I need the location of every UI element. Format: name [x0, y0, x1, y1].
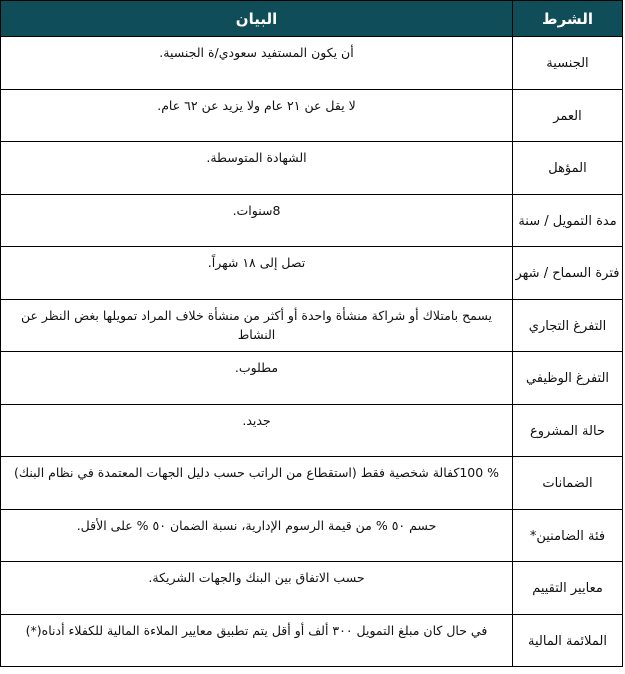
- statement-cell: حسم ٥٠ % من قيمة الرسوم الإدارية، نسبة الضمان ٥٠ % على الأقل.: [1, 509, 513, 562]
- table-row: [1, 299, 623, 352]
- statement-cell: أن يكون المستفيد سعودي/ة الجنسية.: [1, 37, 513, 90]
- condition-cell: التفرغ التجاري: [513, 299, 623, 352]
- statement-cell: مطلوب.: [1, 352, 513, 405]
- condition-cell: المؤهل: [513, 142, 623, 195]
- table-row: [1, 509, 623, 562]
- statement-cell: جديد.: [1, 404, 513, 457]
- header-statement: البيان: [1, 1, 513, 37]
- table-row: [1, 142, 623, 195]
- table-row: [1, 352, 623, 405]
- table-row: [1, 89, 623, 142]
- condition-cell: فئة الضامنين*: [513, 509, 623, 562]
- table-row: [1, 562, 623, 615]
- condition-cell: الملائمة المالية: [513, 614, 623, 667]
- condition-cell: العمر: [513, 89, 623, 142]
- table-row: [1, 457, 623, 510]
- condition-cell: معايير التقييم: [513, 562, 623, 615]
- statement-cell: في حال كان مبلغ التمويل ٣٠٠ ألف أو أقل يتم تطبيق معايير الملاءة المالية للكفلاء أدناه(*): [1, 614, 513, 667]
- statement-cell: الشهادة المتوسطة.: [1, 142, 513, 195]
- condition-cell: حالة المشروع: [513, 404, 623, 457]
- condition-cell: الضمانات: [513, 457, 623, 510]
- condition-cell: الجنسية: [513, 37, 623, 90]
- condition-cell: التفرغ الوظيفي: [513, 352, 623, 405]
- condition-cell: فترة السماح / شهر: [513, 247, 623, 300]
- header-condition: الشرط: [513, 1, 623, 37]
- table-row: [1, 247, 623, 300]
- table-row: [1, 194, 623, 247]
- statement-cell: تصل إلى ١٨ شهراً.: [1, 247, 513, 300]
- table-row: [1, 404, 623, 457]
- table-row: [1, 614, 623, 667]
- statement-cell: 8سنوات.: [1, 194, 513, 247]
- statement-cell: يسمح بامتلاك أو شراكة منشأة واحدة أو أكثر من منشأة خلاف المراد تمويلها بغض النظر عن النشاط: [1, 299, 513, 352]
- statement-cell: % 100كفالة شخصية فقط (استقطاع من الراتب حسب دليل الجهات المعتمدة في نظام البنك): [1, 457, 513, 510]
- statement-cell: لا يقل عن ٢١ عام ولا يزيد عن ٦٢ عام.: [1, 89, 513, 142]
- table-row: [1, 37, 623, 90]
- statement-cell: حسب الاتفاق بين البنك والجهات الشريكة.: [1, 562, 513, 615]
- table-header-row: [1, 1, 623, 37]
- condition-cell: مدة التمويل / سنة: [513, 194, 623, 247]
